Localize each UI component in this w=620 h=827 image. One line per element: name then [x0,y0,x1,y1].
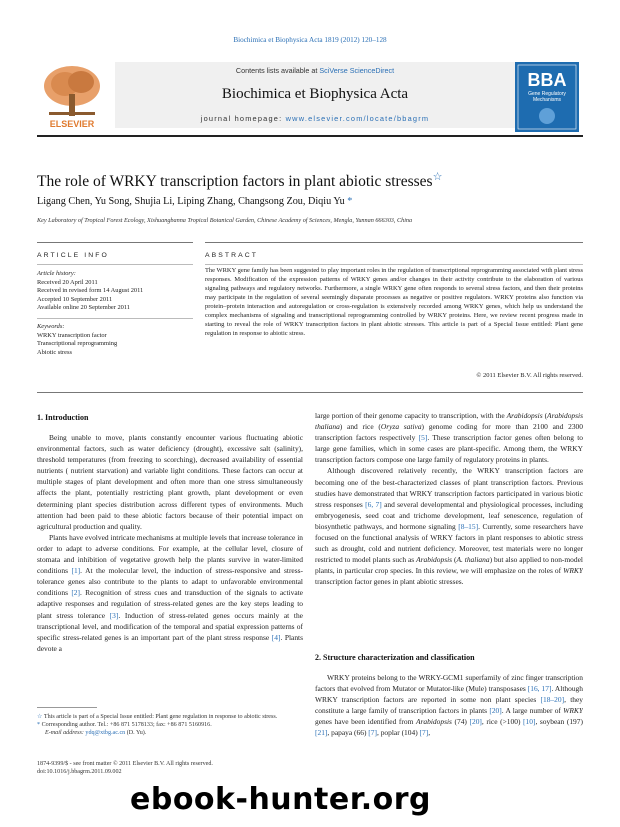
keywords [37,323,193,357]
journal-homepage [115,114,515,123]
email-suffix: (D. Yu). [125,730,147,736]
corresponding-author-note: Corresponding author. Tel.: +86 871 5178133; fax: +86 871 5160916. [41,722,212,728]
article-info-heading: ARTICLE INFO [37,252,109,259]
abstract-rule-bottom [37,392,583,393]
keyword: Abiotic stress [37,348,72,356]
journal-citation[interactable]: Biochimica et Biophysica Acta 1819 (2012) 120–128 [233,36,387,44]
author-names: Ligang Chen, Yu Song, Shujia Li, Liping Zhang, Changsong Zou, Diqiu Yu [37,196,345,207]
keyword: WRKY transcription factor [37,331,107,339]
history-revised: Received in revised form 14 August 2011 [37,287,144,295]
article-title [37,170,583,191]
watermark: ebook-hunter.org [130,782,431,817]
contents-prefix: Contents lists available at [235,66,320,75]
doi-line[interactable]: doi:10.1016/j.bbagrm.2011.09.002 [37,769,122,775]
sciencedirect-link[interactable]: SciVerse ScienceDirect [319,66,395,75]
journal-title: Biochimica et Biophysica Acta [221,86,409,102]
contents-line [115,66,515,75]
abstract-rule [205,264,583,265]
history-received: Received 20 April 2011 [37,278,98,286]
section-heading-introduction: 1. Introduction [37,413,89,422]
article-history [37,270,193,313]
svg-text:ELSEVIER: ELSEVIER [49,119,95,129]
journal-banner [115,62,515,128]
author-email-link[interactable]: ydq@xtbg.ac.cn [85,730,126,736]
special-issue-note: This article is part of a Special Issue entitled: Plant gene regulation in response to abiotic stress. [43,714,278,720]
elsevier-logo[interactable] [37,62,107,130]
article-title-text: The role of WRKY transcription factors in plant abiotic stresses [37,173,433,191]
keyword: Transcriptional reprogramming [37,340,118,348]
keywords-rule [37,318,193,319]
footnotes [37,713,303,737]
cover-title: BBA [527,70,567,90]
front-matter [37,760,303,776]
history-online: Available online 20 September 2011 [37,304,130,312]
abstract-heading: ABSTRACT [205,252,259,259]
footnote-rule [37,707,97,708]
corresponding-author-mark[interactable]: * [347,196,353,207]
abstract-copyright: © 2011 Elsevier B.V. All rights reserved. [476,372,583,379]
history-label: Article history: [37,270,76,277]
section-heading-structure: 2. Structure characterization and classification [315,653,475,662]
homepage-link[interactable]: www.elsevier.com/locate/bbagrm [285,114,430,123]
author-list [37,196,352,207]
homepage-prefix: journal homepage: [200,114,286,123]
intro-right-column: large portion of their genome capacity to transcription, with the Arabidopsis (Arabidopsis thaliana) and rice (Oryza sativa) genome coding for more than 2100 and 2300 transcription factors respectively [5]. These transcription factor genes often belong to large gene families, which in some cases are plant-specific. Among them, the WRKY transcription factors compose one large family of regulatory proteins in plants. Although discovered relatively recently, the WRKY transcription factors are becoming one of the best-characterized classes of plant transcription factors. Previous studies have demonstrated that WRKY transcription factors participated in various biotic stress responses [6, 7] and several developmental and physiological processes, including embryogenesis, seed coat and trichome development, leaf senescence, regulation of biosynthetic pathways, and hormone signaling [8–15]. Currently, some researchers have focused on the functional analysis of WRKY factors in plant responses to abiotic stress such as drought, cold and nutrient deficiency. Moreover, test materials were no longer restricted to model plants such as Arabidopsis (A. thaliana) but also applied to non-model plants, in particular crop species. In this review, we will emphasize on the roles of WRKY transcription factor genes in plant abiotic stresses. [315,411,583,587]
history-accepted: Accepted 10 September 2011 [37,295,113,303]
footnote-star-mark[interactable]: ☆ [37,714,43,720]
email-label: E-mail address: [45,730,86,736]
abstract-text: The WRKY gene family has been suggested to play important roles in the regulation of transcriptional reprogramming associated with plant stress responses. Modification of the expression patterns of WRKY genes and/or changes in their activity contribute to the elaboration of various signaling pathways and regulatory networks. Furthermore, a single WRKY gene often responds to several stress factors, and then their proteins may participate in the regulation of several seemingly disparate processes as negative or positive regulators. WRKY proteins also function via protein–protein interaction and autoregulation or cross-regulation is extensively recorded among WRKY genes, which help us understand the complex mechanisms of signaling and transcriptional reprogramming controlled by WRKY proteins. Here, we review recent progress made in starting to reveal the role of WRKY transcription factors in plant abiotic stresses. This article is part of a Special Issue entitled: Plant gene regulation in response to abiotic stress. [205,267,583,337]
intro-left-column: Being unable to move, plants constantly encounter various fluctuating abiotic environmental factors, such as water deficiency (drought), excessive salt (salinity), threshold temperatures (from freezing to scorching), decreased availability of essential nutrients ( nutrient starvation) and variable light conditions. These factors can occur at multiple stages of plant development and often more than one stress simultaneously affects the plant, potentially restricting plant growth, plant development or even determining plant species distribution across different types of environments. Much attention had been paid to these abiotic factors because of their potential impact on agricultural production and quality. Plants have evolved intricate mechanisms at multiple levels that increase tolerance in order to adapt to adverse conditions. For example, at the cellular level, closure of stomata and inhibition of vegetative growth help the plants survive in water-limited conditions [1]. At the molecular level, the induction of stress-responsive and stress-tolerance genes also contribute to the plants to adapt to unfavorable environmental conditions [2]. Recognition of stress cues and transduction of the signals to activate adaptive responses and regulation of stress-related genes are the key steps leading to plant stress tolerance [3]. Induction of stress-related genes occurs mainly at the transcriptional level, and modification of the temporal and spatial expression patterns of specific stress-related genes is an important part of the plant stress response [4]. Plants devote a [37,433,303,653]
structure-paragraph: WRKY proteins belong to the WRKY-GCM1 superfamily of zinc finger transcription factors that evolved from Mutator or Mutator-like (Mule) transposases [16, 17]. Although WRKY transcription factors are reported in some non plant species [18–20], they constitute a large family of transcription factors in plants [20]. A large number of WRKY genes have been identified from Arabidopsis (74) [20], rice (>100) [10], soybean (197) [21], papaya (66) [7], poplar (104) [7], [315,673,583,738]
masthead [37,62,583,130]
cover-subtitle-2: Mechanisms [532,97,562,103]
footnote-corresponding-mark[interactable]: * [37,722,41,728]
article-info-rule [37,264,193,265]
article-info-rule-top [37,242,193,243]
masthead-rule [37,135,583,137]
abstract-rule-top [205,242,583,243]
issn-line: 1874-9399/$ - see front matter © 2011 Elsevier B.V. All rights reserved. [37,761,213,767]
keywords-label: Keywords: [37,323,65,330]
cover-subtitle-1: Gene Regulatory [528,91,566,97]
title-footnote-mark[interactable]: ☆ [432,171,443,183]
affiliation: Key Laboratory of Tropical Forest Ecology, Xishuangbanna Tropical Botanical Garden, Chinese Academy of Sciences, Mengla, Yunnan 666303, China [37,217,413,224]
journal-cover-image[interactable] [515,62,579,132]
